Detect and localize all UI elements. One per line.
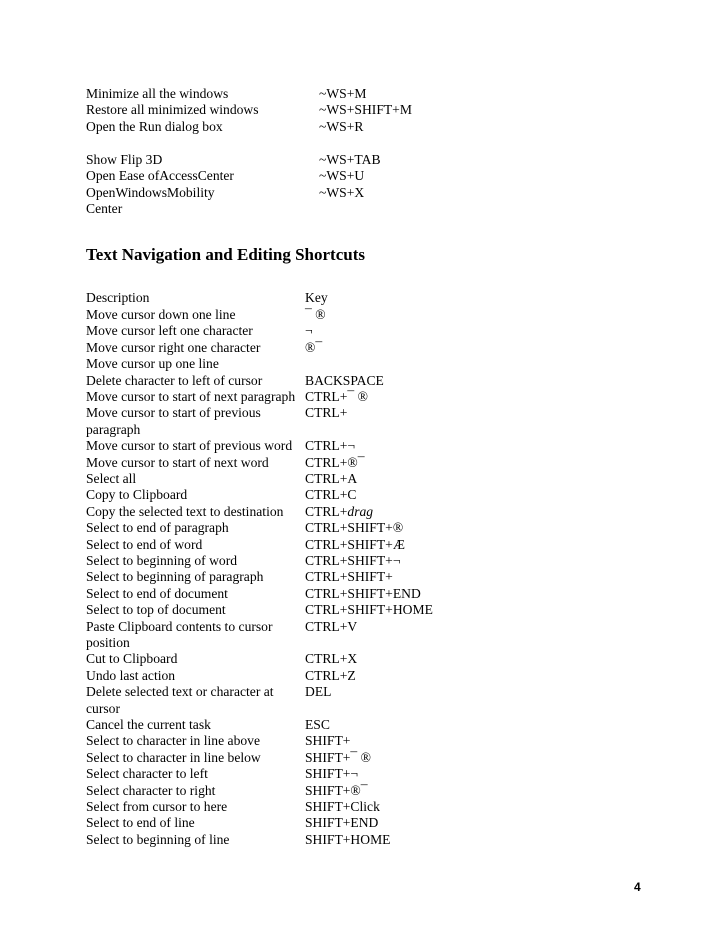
shortcut-key: ~WS+X: [319, 185, 365, 200]
table-row-key: CTRL+¯ ®: [305, 389, 368, 404]
table-row-description: paragraph: [86, 422, 141, 437]
table-row-description: Move cursor to start of next paragraph: [86, 389, 296, 404]
table-row-description: Delete character to left of cursor: [86, 373, 263, 388]
table-row-description: Copy to Clipboard: [86, 487, 188, 502]
shortcut-key: ~WS+U: [319, 168, 365, 183]
table-row-description: Select character to left: [86, 766, 208, 781]
table-row-key: CTRL+®¯: [305, 455, 365, 470]
table-row-key: CTRL+X: [305, 651, 358, 666]
table-row-key: ESC: [305, 717, 330, 732]
shortcut-desc: Show Flip 3D: [86, 152, 163, 167]
table-row-description: Move cursor to start of next word: [86, 455, 269, 470]
section-heading: Text Navigation and Editing Shortcuts: [86, 245, 365, 264]
table-row-description: Cut to Clipboard: [86, 651, 178, 666]
table-row-key: SHIFT+¬: [305, 766, 359, 781]
table-row-key: DEL: [305, 684, 332, 699]
table-row-description: Move cursor left one character: [86, 323, 253, 338]
table-row-description: Delete selected text or character at: [86, 684, 274, 699]
table-row-description: Undo last action: [86, 668, 176, 683]
table-header-description: Description: [86, 290, 150, 305]
table-row-key: SHIFT+HOME: [305, 832, 391, 847]
table-row-key: CTRL+SHIFT+Æ: [305, 537, 405, 552]
table-row-description: Move cursor to start of previous word: [86, 438, 293, 453]
table-row-key: CTRL+: [305, 405, 348, 420]
shortcut-desc: Restore all minimized windows: [86, 102, 259, 117]
table-row-key: CTRL+drag: [305, 504, 374, 519]
table-row-key: BACKSPACE: [305, 373, 384, 388]
shortcut-desc: OpenWindowsMobility: [86, 185, 215, 200]
table-row-key: ¯ ®: [305, 307, 326, 322]
table-row-description: Select to end of document: [86, 586, 228, 601]
page-number: 4: [634, 880, 641, 894]
table-row-description: Paste Clipboard contents to cursor: [86, 619, 273, 634]
table-row-key: CTRL+SHIFT+: [305, 569, 393, 584]
table-row-description: Move cursor up one line: [86, 356, 219, 371]
shortcut-desc: Open the Run dialog box: [86, 119, 223, 134]
shortcut-desc: Open Ease ofAccessCenter: [86, 168, 234, 183]
table-header-key: Key: [305, 290, 328, 305]
table-row-key: SHIFT+Click: [305, 799, 380, 814]
table-row-description: position: [86, 635, 130, 650]
table-row-key: SHIFT+END: [305, 815, 379, 830]
table-row-key: CTRL+C: [305, 487, 357, 502]
table-row-description: Move cursor down one line: [86, 307, 236, 322]
table-row-description: Move cursor right one character: [86, 340, 261, 355]
table-row-description: Select to beginning of word: [86, 553, 238, 568]
table-row-description: Select to end of line: [86, 815, 195, 830]
table-row-description: Select to top of document: [86, 602, 226, 617]
table-row-description: Select to character in line above: [86, 733, 260, 748]
table-row-key: CTRL+SHIFT+END: [305, 586, 421, 601]
table-row-description: Select to end of paragraph: [86, 520, 229, 535]
table-row-description: Select all: [86, 471, 137, 486]
shortcut-desc: Center: [86, 201, 123, 216]
shortcut-desc: Minimize all the windows: [86, 86, 229, 101]
table-row-key: CTRL+SHIFT+®: [305, 520, 404, 535]
table-row-key: SHIFT+®¯: [305, 783, 368, 798]
table-row-description: Select character to right: [86, 783, 216, 798]
table-row-key: CTRL+Z: [305, 668, 356, 683]
table-row-key: ®¯: [305, 340, 323, 355]
table-row-description: Select to character in line below: [86, 750, 261, 765]
table-row-key: CTRL+V: [305, 619, 358, 634]
table-row-description: Select to end of word: [86, 537, 203, 552]
shortcut-key: ~WS+M: [319, 86, 367, 101]
table-row-key: SHIFT+: [305, 733, 351, 748]
table-row-key: ¬: [305, 323, 313, 338]
shortcut-key: ~WS+SHIFT+M: [319, 102, 412, 117]
table-row-description: Cancel the current task: [86, 717, 211, 732]
table-row-key: CTRL+¬: [305, 438, 356, 453]
table-row-description: cursor: [86, 701, 120, 716]
table-row-description: Select to beginning of paragraph: [86, 569, 264, 584]
table-row-description: Move cursor to start of previous: [86, 405, 261, 420]
table-row-key: SHIFT+¯ ®: [305, 750, 371, 765]
shortcut-key: ~WS+TAB: [319, 152, 381, 167]
shortcut-key: ~WS+R: [319, 119, 364, 134]
table-row-key: CTRL+SHIFT+¬: [305, 553, 401, 568]
table-row-key: CTRL+SHIFT+HOME: [305, 602, 433, 617]
table-row-key: CTRL+A: [305, 471, 358, 486]
table-row-description: Copy the selected text to destination: [86, 504, 284, 519]
table-row-description: Select to beginning of line: [86, 832, 230, 847]
table-row-description: Select from cursor to here: [86, 799, 228, 814]
